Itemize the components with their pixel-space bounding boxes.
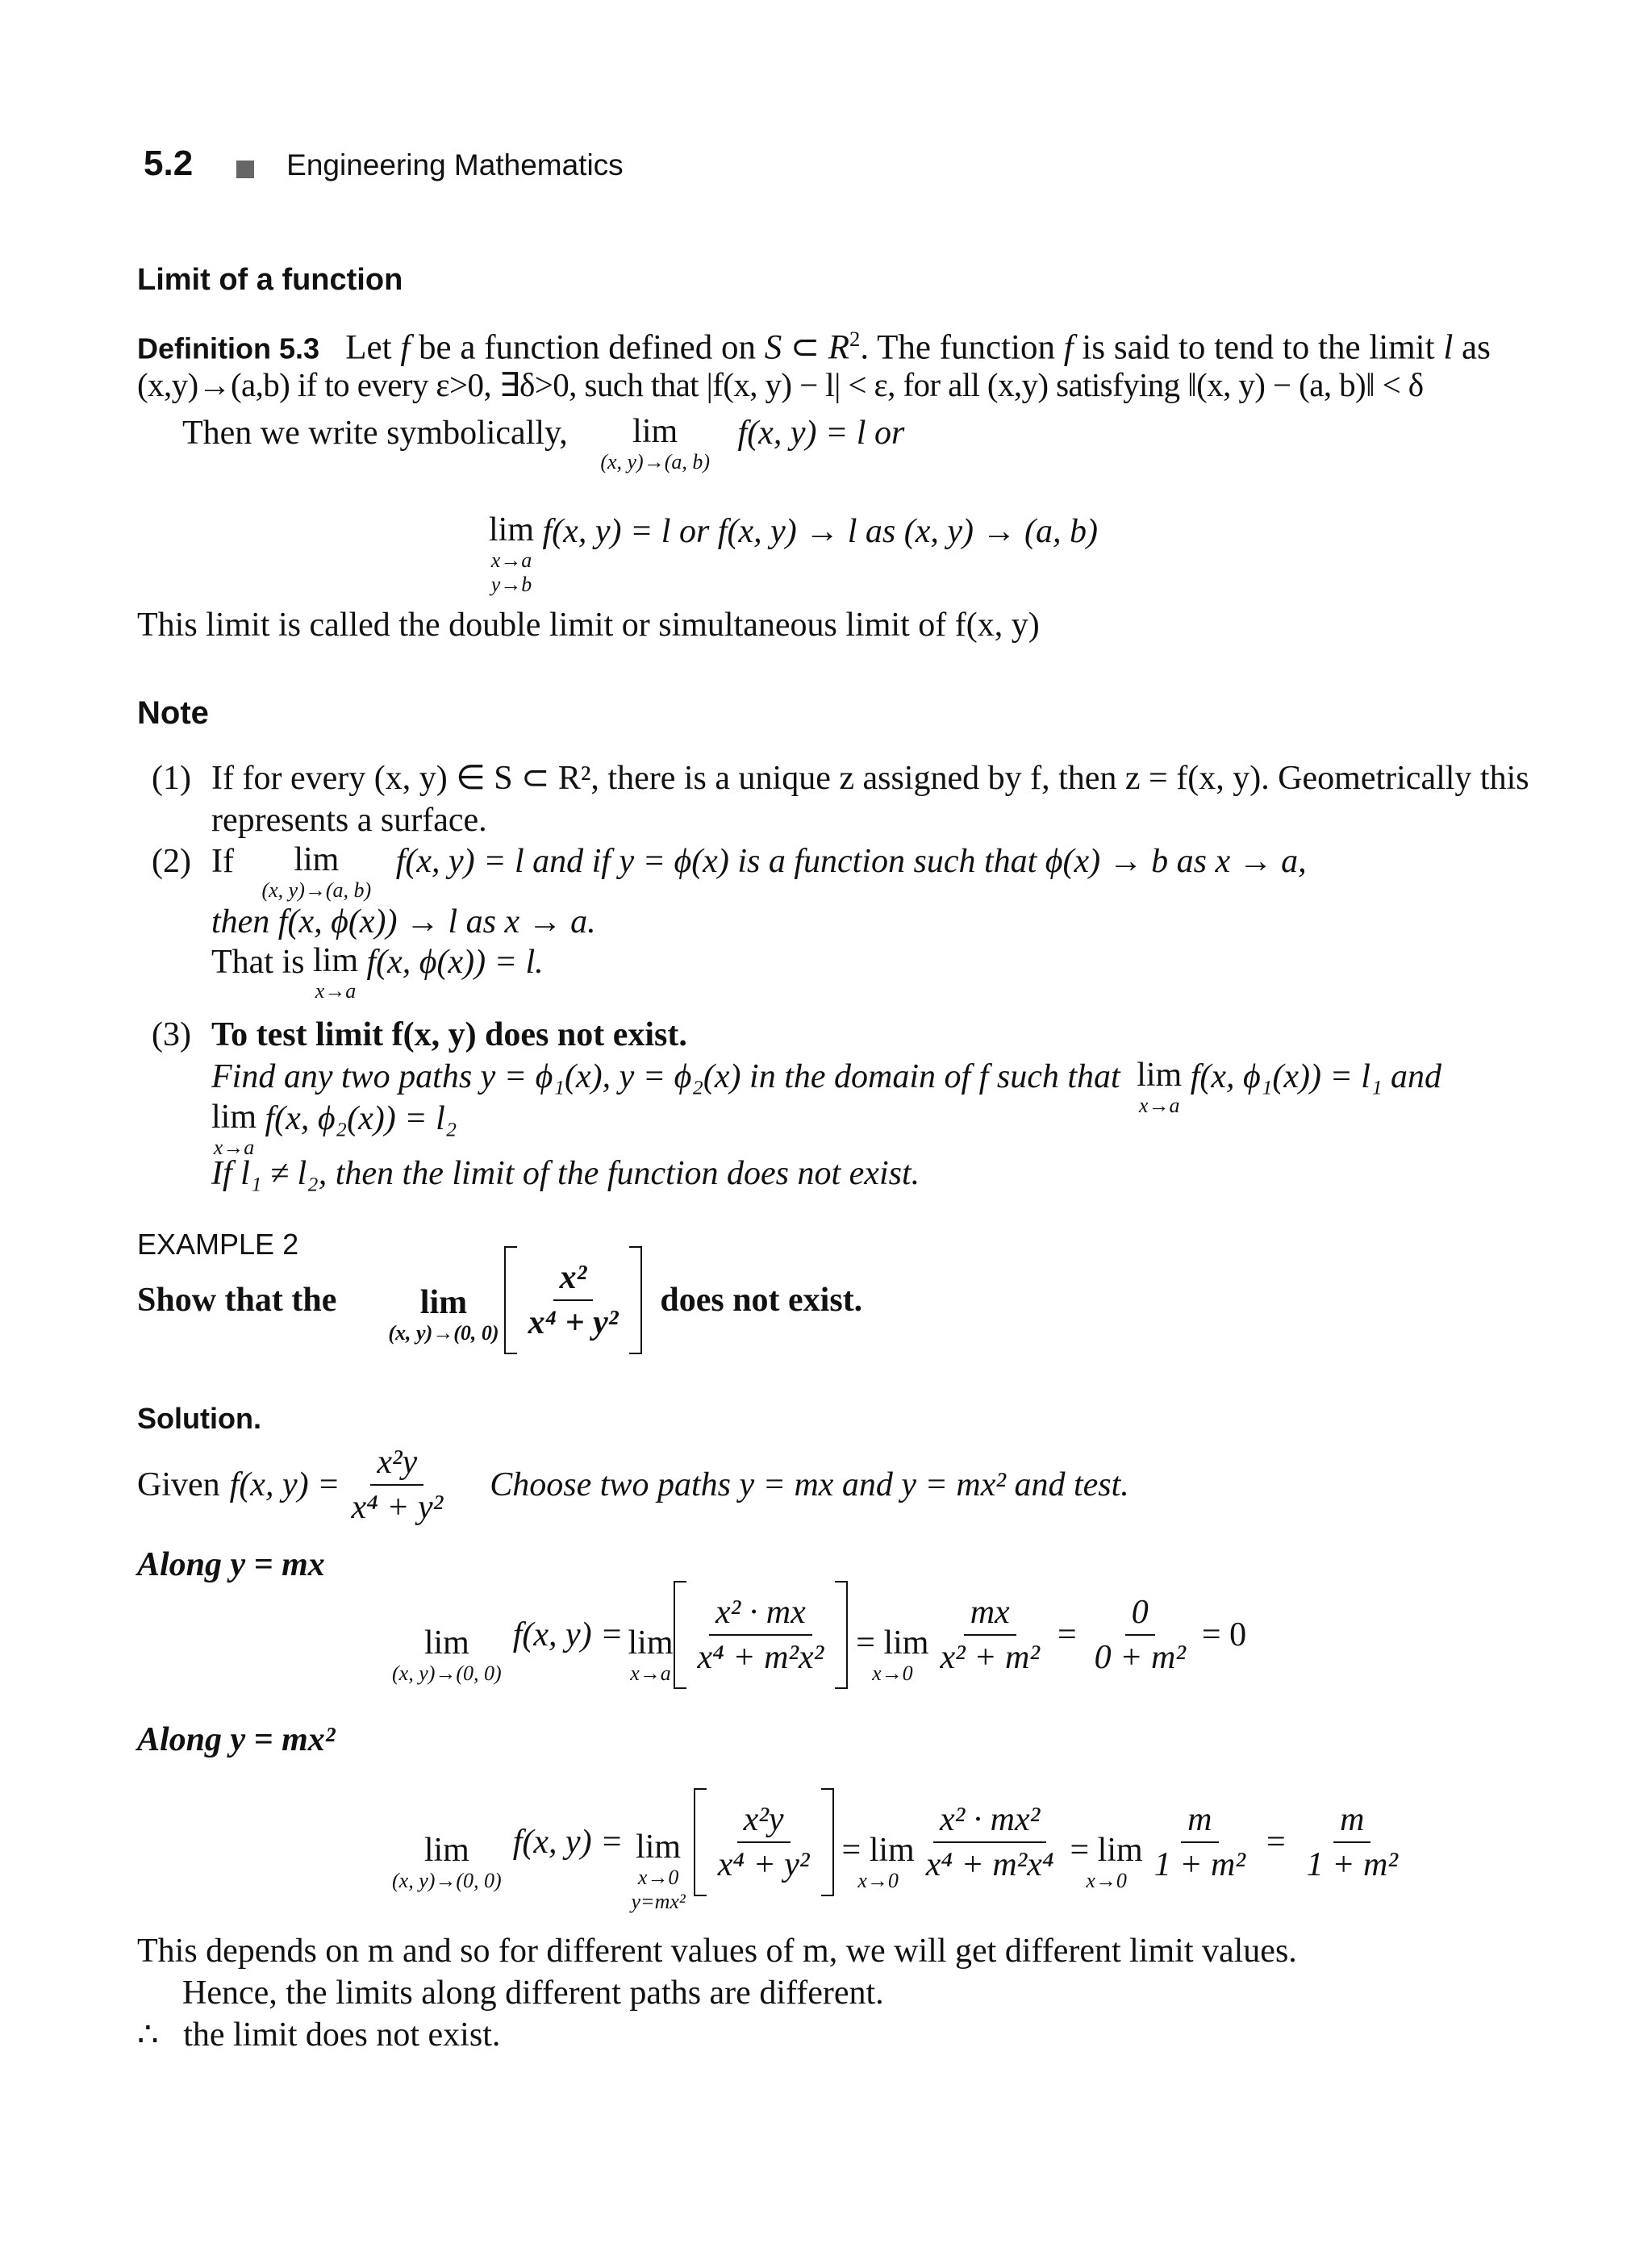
limit-operator — [489, 511, 534, 597]
limit-operator — [313, 942, 358, 1003]
fraction-numerator: x²y — [737, 1801, 791, 1843]
note-item-3-line2 — [211, 1099, 457, 1160]
left-bracket — [674, 1581, 686, 1689]
lim-subscript: x→0 — [637, 1866, 679, 1890]
lim-subscript: (x, y)→(a, b) — [600, 450, 711, 474]
conclusion-line-1: This depends on m and so for different values of m, we will get different limit values. — [137, 1933, 1297, 1970]
definition-var: l — [1443, 328, 1454, 367]
lim-subscript: x→a — [315, 979, 357, 1003]
lim-word: lim — [419, 1283, 468, 1321]
note-item-1-line1: If for every (x, y) ∈ S ⊂ R², there is a unique z assigned by f, then z = f(x, y). Geometrically this — [211, 760, 1529, 797]
note-item-3-line3: If l₁ ≠ l₂, then the limit of the function does not exist. — [211, 1155, 920, 1192]
definition-text: ⊂ — [782, 328, 828, 367]
lim-expression: f(x, y) = l or — [737, 415, 905, 452]
limit-operator — [211, 1099, 257, 1160]
fraction-numerator: x² — [553, 1259, 594, 1301]
limit-operator — [632, 1829, 686, 1914]
lim-word: lim — [636, 1829, 682, 1866]
therefore-symbol: ∴ — [137, 2016, 159, 2054]
lim-word: lim — [628, 1624, 674, 1662]
lim-word: = lim — [856, 1624, 929, 1662]
fraction-numerator: mx — [964, 1594, 1016, 1636]
lhs-expression: f(x, y) = — [512, 1823, 624, 1861]
along-mx-heading: Along y = mx — [137, 1546, 325, 1583]
conclusion-line-3 — [137, 2015, 500, 2055]
lim-subscript: x→0 — [857, 1869, 899, 1893]
that-is-expr: f(x, ϕ(x)) = l. — [366, 944, 544, 981]
limit-operator — [388, 1284, 499, 1345]
definition-display-eq — [489, 511, 1098, 597]
definition-paragraph: Definition 5.3 Let f be a function defined on S ⊂ $R^2$. The function f is said to tend to the limit l as — [137, 327, 1491, 367]
example-label: EXAMPLE 2 — [137, 1228, 299, 1261]
eq1-fraction-1 — [691, 1594, 831, 1676]
note-item-1-num: (1) — [152, 760, 191, 797]
fraction-numerator: 0 — [1125, 1594, 1155, 1636]
note-item-1-line2: represents a surface. — [211, 802, 487, 839]
lim-word: lim — [1137, 1057, 1183, 1094]
lim-subscript: (x, y)→(0, 0) — [392, 1662, 502, 1686]
lhs-expression: f(x, y) = — [512, 1616, 624, 1653]
f-definition: f(x, y) = — [229, 1466, 340, 1504]
lim-word: lim — [294, 841, 340, 878]
definition-text: . The function — [860, 328, 1064, 367]
definition-line2: (x,y)→(a,b) if to every ε>0, ∃δ>0, such that |f(x, y) − l| < ε, for all (x,y) satisfying ‖(x, y) − (a, b)‖ < δ — [137, 366, 1424, 403]
note-item-2-line1 — [211, 841, 1307, 903]
lim-word: lim — [632, 413, 678, 450]
fraction-denominator: x⁴ + y² — [351, 1489, 444, 1527]
definition-var: R — [828, 328, 850, 367]
note-item-3-title: To test limit f(x, y) does not exist. — [211, 1016, 687, 1053]
limit-operator — [1137, 1057, 1182, 1118]
right-bracket — [835, 1581, 848, 1689]
conclusion-text: the limit does not exist. — [183, 2016, 501, 2054]
along-mx2-equation: lim (x, y)→(0, 0) f(x, y) = lim x→0 y=mx² $\frac{\text{x²y}}{\text{x⁴ + y²}}$ = lim x→0 $\frac{\text{x² · mx²}}{\text{x⁴ + m²x⁴}}$ = lim x→0 $\frac{m}{\text{1 + m²}}$ = $\frac{m}{\text{1 + m²}}$ — [392, 1770, 1409, 1914]
section-heading: Limit of a function — [137, 263, 403, 297]
lim-subscript: (x, y)→(a, b) — [261, 878, 372, 903]
eq2-fraction-3 — [1148, 1801, 1252, 1883]
fraction-denominator: 1 + m² — [1306, 1845, 1398, 1883]
limit-operator — [392, 1832, 502, 1893]
lim-subscript: (x, y)→(0, 0) — [392, 1869, 502, 1893]
note-item-3-text: Find any two paths y = ϕ₁(x), y = ϕ₂(x) in the domain of f such that — [211, 1058, 1120, 1095]
along-mx2-heading: Along y = mx² — [137, 1721, 336, 1758]
display-expression: f(x, y) = l or f(x, y) → l as (x, y) → (a, b) — [542, 513, 1098, 550]
lim-subscript: y=mx² — [631, 1890, 686, 1914]
conclusion-line-2: Hence, the limits along different paths are different. — [182, 1975, 884, 2012]
lim-subscript: (x, y)→(0, 0) — [388, 1321, 499, 1345]
if-text: If — [211, 843, 234, 880]
definition-label: Definition 5.3 — [137, 332, 320, 365]
lim-word: lim — [423, 1624, 469, 1662]
limit-operator — [1070, 1832, 1143, 1893]
fraction-denominator: 0 + m² — [1094, 1639, 1186, 1676]
header-square-icon — [236, 161, 254, 178]
fraction-denominator: 1 + m² — [1153, 1845, 1245, 1883]
that-is-text: That is — [211, 944, 305, 981]
note-heading: Note — [137, 695, 209, 731]
lim-word: lim — [423, 1831, 469, 1869]
eq1-fraction-2 — [933, 1594, 1046, 1676]
definition-var: S — [764, 328, 782, 367]
left-bracket — [694, 1788, 707, 1896]
definition-text: as — [1453, 328, 1491, 367]
fraction-numerator: m — [1181, 1801, 1218, 1843]
left-bracket — [504, 1246, 517, 1354]
lim-subscript: x→a — [490, 548, 532, 573]
page-number: 5.2 — [144, 144, 194, 183]
fraction-numerator: x² · mx² — [933, 1801, 1046, 1843]
definition-text: Let — [345, 328, 401, 367]
lim-subscript: x→a — [213, 1136, 255, 1160]
lim-subscript: x→0 — [1086, 1869, 1127, 1893]
eq1-result: = 0 — [1201, 1616, 1247, 1653]
given-text: Given — [137, 1466, 220, 1504]
limit-operator — [856, 1624, 928, 1686]
fraction-denominator: x⁴ + y² — [528, 1304, 619, 1341]
then-text: Then we write symbolically, — [182, 415, 568, 452]
lim-word: = lim — [1070, 1831, 1143, 1869]
definition-conclusion: This limit is called the double limit or simultaneous limit of f(x, y) — [137, 607, 1040, 644]
book-title: Engineering Mathematics — [286, 148, 624, 181]
definition-var: f — [400, 328, 411, 367]
does-not-exist-text: does not exist. — [660, 1281, 863, 1319]
note-item-2-expr: f(x, y) = l and if y = ϕ(x) is a function such that ϕ(x) → b as x → a, — [395, 843, 1307, 880]
fraction-numerator: m — [1333, 1801, 1370, 1843]
along-mx-equation: lim (x, y)→(0, 0) f(x, y) = lim x→a $\frac{\text{x² · mx}}{\text{x⁴ + m²x²}}$ = lim x→0 $\frac{mx}{\text{x² + m²}}$ = $\frac{0}{\text{0 + m²}}$ = 0 — [392, 1581, 1246, 1689]
show-that-text: Show that the — [137, 1281, 337, 1319]
eq2-fraction-4 — [1300, 1801, 1404, 1883]
note-item-2-line3 — [211, 942, 544, 1003]
right-bracket — [629, 1246, 642, 1354]
lim-word: lim — [312, 942, 358, 979]
lim-subscript: x→a — [630, 1662, 671, 1686]
given-fraction — [344, 1444, 449, 1526]
right-bracket — [821, 1788, 834, 1896]
example-fraction — [522, 1259, 625, 1341]
solution-label: Solution. — [137, 1402, 261, 1435]
fraction-numerator: x² · mx — [709, 1594, 812, 1636]
eq2-fraction-1 — [711, 1801, 816, 1883]
limit-operator — [261, 841, 371, 903]
fraction-denominator: x⁴ + y² — [717, 1845, 810, 1883]
limit-operator — [600, 413, 710, 474]
lim-subscript: x→0 — [872, 1662, 913, 1686]
limit-operator — [628, 1624, 674, 1686]
lim-word: lim — [489, 511, 535, 548]
limit-operator — [842, 1832, 915, 1893]
note-item-2-num: (2) — [152, 843, 191, 880]
running-head — [144, 144, 624, 184]
limit-operator — [392, 1624, 502, 1686]
lim-word: = lim — [841, 1831, 915, 1869]
lim-subscript: y→b — [490, 573, 532, 597]
solution-given-line — [137, 1444, 1129, 1526]
example-statement — [137, 1246, 862, 1354]
eq1-fraction-3 — [1088, 1594, 1192, 1676]
definition-then-line — [182, 413, 904, 474]
lim-subscript: x→a — [1138, 1094, 1180, 1118]
note-item-3-expr: f(x, ϕ₁(x)) = l₁ and — [1190, 1058, 1442, 1095]
fraction-denominator: x⁴ + m²x⁴ — [925, 1845, 1054, 1883]
note-item-2-line2: then f(x, ϕ(x)) → l as x → a. — [211, 903, 596, 940]
fraction-denominator: x² + m² — [940, 1639, 1040, 1676]
fraction-numerator: x²y — [370, 1444, 423, 1486]
eq2-fraction-2 — [920, 1801, 1061, 1883]
note-item-3-expr: f(x, ϕ₂(x)) = l₂ — [265, 1100, 457, 1137]
note-item-3-num: (3) — [152, 1016, 191, 1053]
definition-var: f — [1063, 328, 1074, 367]
definition-text: is said to tend to the limit — [1073, 328, 1444, 367]
definition-text: be a function defined on — [410, 328, 765, 367]
lim-word: lim — [211, 1099, 257, 1136]
fraction-denominator: x⁴ + m²x² — [697, 1639, 824, 1676]
paths-text: Choose two paths y = mx and y = mx² and test. — [490, 1466, 1129, 1504]
